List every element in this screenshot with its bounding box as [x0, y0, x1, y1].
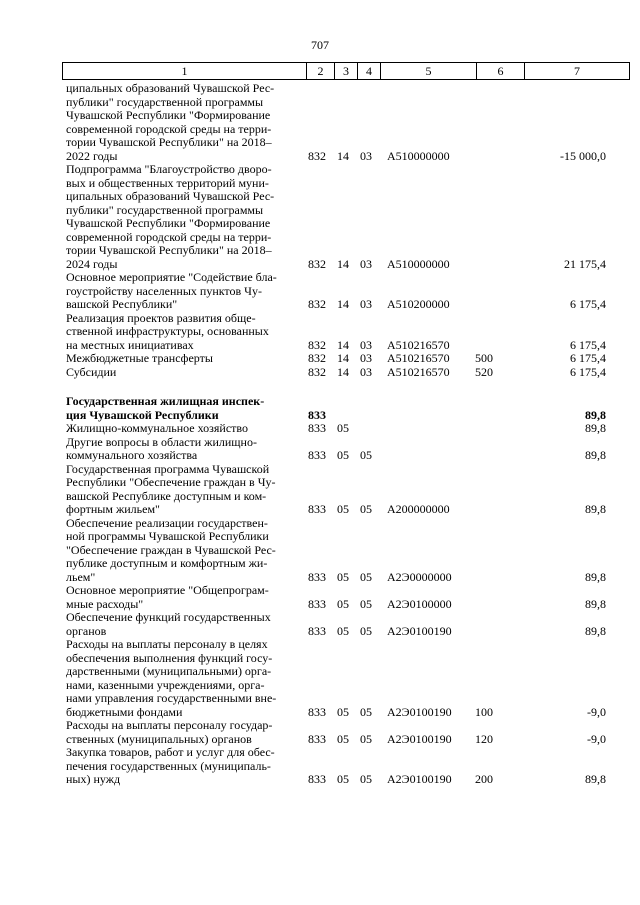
cell-col-7: -15 000,0 [560, 148, 606, 163]
cell-col-3: 05 [337, 623, 349, 638]
row-name-line: коммунального хозяйства [66, 448, 198, 462]
table-row [66, 163, 606, 271]
cell-col-3: 05 [337, 421, 349, 435]
row-name [66, 517, 294, 585]
cell-col-2: 832 [308, 337, 326, 352]
cell-col-3: 14 [337, 337, 349, 352]
cell-col-5: А2Э0000000 [387, 569, 452, 584]
cell-col-7: -9,0 [587, 731, 606, 746]
cell-col-4: 03 [360, 364, 372, 379]
cell-col-6: 500 [475, 351, 493, 365]
cell-col-7: 6 175,4 [570, 337, 606, 352]
header-col-6: 6 [477, 63, 525, 79]
row-name-line: Основное мероприятие "Общепрограм- [66, 583, 269, 597]
cell-col-2: 832 [308, 297, 326, 311]
row-name-line: тории Чувашской Республики" на 2018– [66, 243, 272, 257]
cell-col-4: 05 [360, 731, 372, 746]
header-col-7: 7 [574, 64, 580, 78]
row-name [66, 638, 294, 719]
row-name-line: бюджетными фондами [66, 704, 183, 719]
page-number: 707 [311, 38, 329, 52]
row-name-line: Межбюджетные трансферты [66, 351, 213, 365]
row-name-line: ция Чувашской Республики [66, 407, 219, 422]
cell-col-5: А510200000 [387, 297, 450, 311]
table-row [66, 517, 606, 585]
table-row [66, 746, 606, 787]
row-name-line: мные расходы" [66, 596, 144, 611]
table-row [66, 611, 606, 638]
row-name-line: публике доступным и комфортным жи- [66, 556, 268, 570]
row-name-line: фортным жильем" [66, 502, 160, 516]
cell-col-3: 14 [337, 351, 349, 365]
row-name-line: обеспечения выполнения функций госу- [66, 650, 273, 665]
row-name-line: Расходы на выплаты персоналу государ- [66, 718, 273, 732]
row-name-line: Реализация проектов развития обще- [66, 310, 256, 325]
row-name [66, 366, 294, 380]
cell-col-2: 833 [308, 407, 326, 422]
cell-col-3: 14 [337, 256, 349, 271]
cell-col-5: А510000000 [387, 256, 450, 271]
row-name-line: вашской Республики" [66, 297, 178, 311]
header-col-5: 5 [381, 63, 477, 79]
table-row [66, 271, 606, 312]
cell-col-7: 6 175,4 [570, 351, 606, 365]
cell-col-5: А510216570 [387, 337, 450, 352]
row-name-line: Государственная программа Чувашской [66, 461, 270, 476]
cell-col-2: 832 [308, 364, 326, 379]
table-row [66, 463, 606, 517]
row-name-line: тории Чувашской Республики" на 2018– [66, 135, 272, 149]
cell-col-2: 832 [308, 256, 326, 271]
row-name-line: Обеспечение реализации государствен- [66, 515, 268, 530]
row-name-line: Закупка товаров, работ и услуг для обес- [66, 745, 275, 759]
header-col-1: 1 [63, 63, 307, 79]
cell-col-6: 100 [475, 704, 493, 719]
cell-col-7: 89,8 [585, 569, 606, 584]
row-name-line: нами управления государственными вне- [66, 691, 277, 705]
cell-col-4: 05 [360, 448, 372, 462]
cell-col-4: 05 [360, 623, 372, 638]
row-name [66, 436, 294, 463]
row-name-line: Основное мероприятие "Содействие бла- [66, 270, 277, 284]
cell-col-5: А2Э0100190 [387, 623, 452, 638]
cell-col-2: 833 [308, 596, 326, 611]
cell-col-3: 14 [337, 297, 349, 311]
row-name-line: печения государственных (муниципаль- [66, 758, 271, 773]
cell-col-5: А510000000 [387, 148, 450, 163]
cell-col-4: 03 [360, 256, 372, 271]
cell-col-5: А510216570 [387, 364, 450, 379]
row-name [66, 719, 294, 746]
row-name [66, 611, 294, 638]
cell-col-7: 21 175,4 [564, 256, 606, 271]
cell-col-4: 05 [360, 596, 372, 611]
row-name [66, 163, 294, 271]
cell-col-7: 89,8 [585, 596, 606, 611]
row-name-line: 2022 годы [66, 148, 118, 163]
cell-col-2: 833 [308, 704, 326, 719]
row-name-line: 2024 годы [66, 256, 118, 271]
table-row [66, 352, 606, 366]
cell-col-3: 14 [337, 364, 349, 379]
row-name [66, 422, 294, 436]
cell-col-7: -9,0 [587, 704, 606, 719]
table-row [66, 366, 606, 380]
row-name-line: Другие вопросы в области жилищно- [66, 434, 257, 449]
cell-col-3: 05 [337, 772, 349, 786]
row-name-line: органов [66, 623, 107, 638]
header-col-4: 4 [358, 63, 381, 79]
cell-col-3: 05 [337, 704, 349, 719]
cell-col-2: 833 [308, 569, 326, 584]
row-name-line: Жилищно-коммунальное хозяйство [66, 421, 249, 435]
cell-col-2: 832 [308, 148, 326, 163]
cell-col-2: 833 [308, 623, 326, 638]
row-name-line: льем" [66, 569, 96, 584]
row-name-line: вашской Республике доступным и ком- [66, 488, 267, 503]
row-name-line: ственной инфраструктуры, основанных [66, 324, 269, 338]
cell-col-5: А2Э0100190 [387, 731, 452, 746]
cell-col-7: 89,8 [585, 448, 606, 462]
header-col-3: 3 [335, 63, 358, 79]
row-name-line: нами, казенными учреждениями, орга- [66, 677, 265, 692]
row-name [66, 352, 294, 366]
cell-col-5: А2Э0100190 [387, 704, 452, 719]
table-row [66, 719, 606, 746]
row-name-line: Чувашской Республики "Формирование [66, 108, 271, 122]
cell-col-4: 05 [360, 569, 372, 584]
table-row [66, 82, 606, 163]
cell-col-4: 03 [360, 337, 372, 352]
row-name-line: публики" государственной программы [66, 94, 264, 109]
cell-col-2: 833 [308, 421, 326, 435]
cell-col-7: 6 175,4 [570, 297, 606, 311]
row-name-line: Обеспечение функций государственных [66, 610, 271, 624]
row-name-line: современной городской среды на терри- [66, 121, 272, 136]
cell-col-5: А200000000 [387, 502, 450, 516]
cell-col-4: 03 [360, 148, 372, 163]
row-name-line: дарственными (муниципальными) орга- [66, 664, 272, 678]
cell-col-2: 833 [308, 772, 326, 786]
cell-col-7: 89,8 [585, 772, 606, 786]
cell-col-4: 05 [360, 502, 372, 516]
table-row [66, 436, 606, 463]
cell-col-3: 05 [337, 731, 349, 746]
row-name-line: современной городской среды на терри- [66, 229, 272, 244]
row-name [66, 746, 294, 787]
cell-col-3: 05 [337, 569, 349, 584]
cell-col-7: 89,8 [585, 502, 606, 516]
row-name-line: Расходы на выплаты персоналу в целях [66, 637, 268, 651]
table-row [66, 638, 606, 719]
cell-col-3: 14 [337, 148, 349, 163]
row-name [66, 395, 294, 422]
table-body [66, 82, 606, 787]
row-name [66, 82, 294, 163]
table-row [66, 395, 606, 422]
cell-col-3: 05 [337, 502, 349, 516]
cell-col-2: 833 [308, 731, 326, 746]
row-name-line: ственных (муниципальных) органов [66, 731, 252, 746]
cell-col-6: 120 [475, 731, 493, 746]
cell-col-7: 6 175,4 [570, 364, 606, 379]
row-name-line: Государственная жилищная инспек- [66, 394, 265, 408]
table-row [66, 422, 606, 436]
row-name-line: гоустройству населенных пунктов Чу- [66, 283, 262, 298]
cell-col-3: 05 [337, 596, 349, 611]
row-spacer [66, 379, 606, 395]
row-name-line: вых и общественных территорий муни- [66, 175, 269, 190]
cell-col-4: 05 [360, 704, 372, 719]
row-name-line: Субсидии [66, 364, 117, 379]
row-name-line: ных) нужд [66, 772, 121, 786]
cell-col-2: 833 [308, 502, 326, 516]
row-name [66, 271, 294, 312]
cell-col-5: А2Э0100190 [387, 772, 452, 786]
cell-col-7: 89,8 [585, 421, 606, 435]
row-name-line: Республики "Обеспечение граждан в Чу- [66, 475, 276, 489]
cell-col-7: 89,8 [585, 407, 606, 422]
row-name-line: Чувашской Республики "Формирование [66, 216, 271, 230]
cell-col-2: 832 [308, 351, 326, 365]
table-header [62, 62, 630, 80]
cell-col-7: 89,8 [585, 623, 606, 638]
cell-col-4: 03 [360, 297, 372, 311]
cell-col-5: А510216570 [387, 351, 450, 365]
row-name [66, 584, 294, 611]
header-col-2: 2 [307, 63, 335, 79]
row-name-line: публики" государственной программы [66, 202, 264, 217]
cell-col-6: 200 [475, 772, 493, 786]
cell-col-4: 03 [360, 351, 372, 365]
row-name-line: "Обеспечение граждан в Чувашской Рес- [66, 542, 276, 557]
row-name-line: Подпрограмма "Благоустройство дворо- [66, 162, 272, 176]
row-name [66, 312, 294, 353]
cell-col-6: 520 [475, 364, 493, 379]
row-name [66, 463, 294, 517]
table-row [66, 312, 606, 353]
cell-col-5: А2Э0100000 [387, 596, 452, 611]
table-row [66, 584, 606, 611]
row-name-line: ципальных образований Чувашской Рес- [66, 189, 275, 203]
row-name-line: ной программы Чувашской Республики [66, 529, 269, 543]
cell-col-4: 05 [360, 772, 372, 786]
cell-col-3: 05 [337, 448, 349, 462]
row-name-line: ципальных образований Чувашской Рес- [66, 81, 275, 95]
cell-col-2: 833 [308, 448, 326, 462]
row-name-line: на местных инициативах [66, 337, 194, 352]
